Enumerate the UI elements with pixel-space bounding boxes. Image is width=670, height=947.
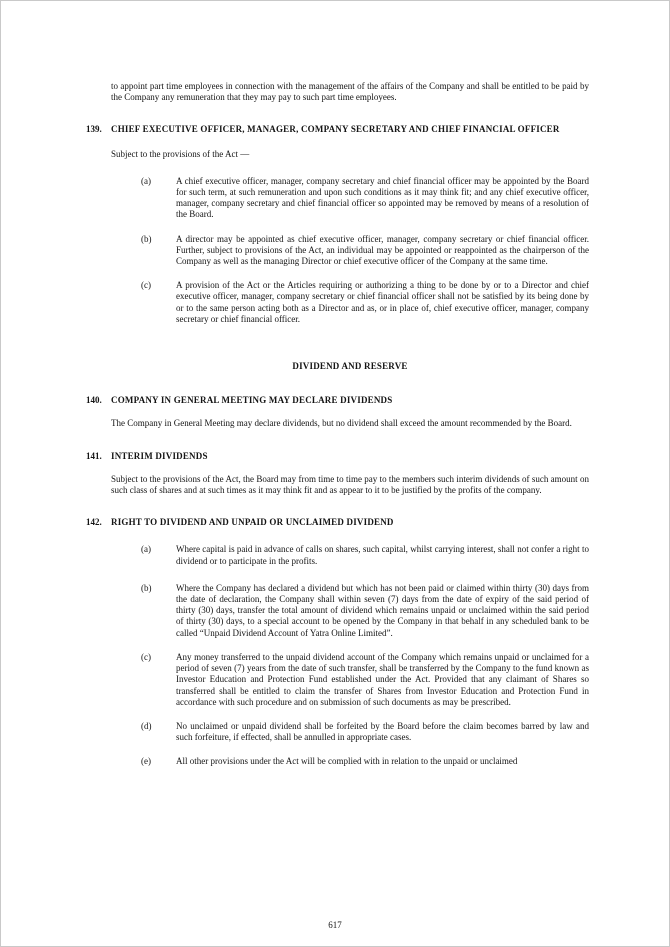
clause-text: All other provisions under the Act will be complied with in relation to the unpaid or unclaimed	[176, 756, 518, 767]
clause-text: Where the Company has declared a dividend but which has not been paid or claimed within thirty (30) days from the date of declaration, the Company shall within seven (7) days from the date of expiry of the said period of thirty (30) days, transfer the total amount of dividend which remains unpaid or unclaimed within the said period of thirty (30) days, to a special account to be opened by the Company in that behalf in any scheduled bank to be called “Unpaid Dividend Account of Yatra Online Limited”.	[176, 582, 589, 638]
dividend-reserve-heading: DIVIDEND AND RESERVE	[292, 361, 408, 372]
clause-item	[141, 652, 589, 708]
section-number: 141.	[86, 450, 102, 461]
clause-label: (d)	[141, 720, 152, 731]
clause-text: Where capital is paid in advance of calls on shares, such capital, whilst carrying interest, shall not confer a right to dividend or to participate in the profits.	[176, 544, 589, 566]
section-139	[86, 124, 589, 325]
clause-label: (b)	[141, 233, 152, 244]
clause-label: (a)	[141, 544, 151, 555]
clause-item	[141, 583, 589, 639]
section-lead: Subject to the provisions of the Act —	[111, 148, 250, 159]
section-141	[86, 450, 589, 497]
clause-item	[141, 544, 589, 566]
section-number: 140.	[86, 395, 102, 406]
section-title: RIGHT TO DIVIDEND AND UNPAID OR UNCLAIMED DIVIDEND	[111, 517, 394, 528]
section-number: 139.	[86, 124, 102, 135]
clause-item	[141, 721, 589, 743]
clause-text: A provision of the Act or the Articles requiring or authorizing a thing to be done by or to a Director and chief executive officer, manager, company secretary or chief financial officer shall not be satisfied by its being done by or to the same person acting both as a Director and as, or in place of, chief executive officer, manager, company secretary or chief financial officer.	[176, 280, 589, 324]
clause-text: A chief executive officer, manager, company secretary and chief financial officer may be appointed by the Board for such term, at such remuneration and upon such conditions as it may think fit; and any chief executive officer, manager, company secretary and chief financial officer so appointed may be removed by means of a resolution of the Board.	[176, 175, 589, 220]
clause-item	[141, 176, 589, 221]
clause-text: Any money transferred to the unpaid dividend account of the Company which remains unpaid or unclaimed for a period of seven (7) years from the date of such transfer, shall be transferred by the Company to the fund known as Investor Education and Protection Fund established under the Act. Provided that any claimant of Shares so transferred shall be entitled to claim the transfer of Shares from Investor Education and Protection Fund in accordance with such procedure and on submission of such documents as may be prescribed.	[176, 651, 589, 707]
clause-label: (a)	[141, 175, 151, 186]
section-140	[86, 395, 589, 429]
section-title: CHIEF EXECUTIVE OFFICER, MANAGER, COMPANY SECRETARY AND CHIEF FINANCIAL OFFICER	[111, 124, 560, 135]
continuation-paragraph: to appoint part time employees in connection with the management of the affairs of the Company and shall be entitled to be paid by the Company any remuneration that they may pay to such part time employees.	[111, 81, 589, 103]
clause-label: (c)	[141, 280, 151, 291]
section-number: 142.	[86, 517, 102, 528]
page-number: 617	[328, 920, 342, 930]
clause-label: (b)	[141, 582, 152, 593]
clause-label: (c)	[141, 651, 151, 662]
section-body: Subject to the provisions of the Act, the Board may from time to time pay to the members such interim dividends of such amount on such class of shares and at such times as it may think fit and as appear to it to be justified by the profits of the company.	[111, 473, 589, 496]
clause-item	[141, 756, 589, 767]
section-body: The Company in General Meeting may declare dividends, but no dividend shall exceed the amount recommended by the Board.	[111, 418, 572, 429]
section-title: COMPANY IN GENERAL MEETING MAY DECLARE DIVIDENDS	[111, 395, 393, 406]
clause-text: A director may be appointed as chief executive officer, manager, company secretary or chief financial officer. Further, subject to provisions of the Act, an individual may be appointed or reappointed as the chairperson of the Company as well as the managing Director or chief executive officer of the Company at the same time.	[176, 233, 589, 267]
clause-item	[141, 280, 589, 325]
section-heading	[86, 451, 589, 462]
section-142	[86, 517, 589, 767]
clause-label: (e)	[141, 756, 151, 767]
section-title: INTERIM DIVIDENDS	[111, 450, 208, 461]
clause-item	[141, 234, 589, 268]
section-heading	[86, 395, 589, 406]
page-content	[86, 81, 589, 768]
section-heading	[86, 517, 589, 528]
clause-text: No unclaimed or unpaid dividend shall be forfeited by the Board before the claim becomes barred by law and such forfeiture, if effected, shall be annulled in appropriate cases.	[176, 720, 589, 743]
section-heading	[86, 124, 589, 135]
